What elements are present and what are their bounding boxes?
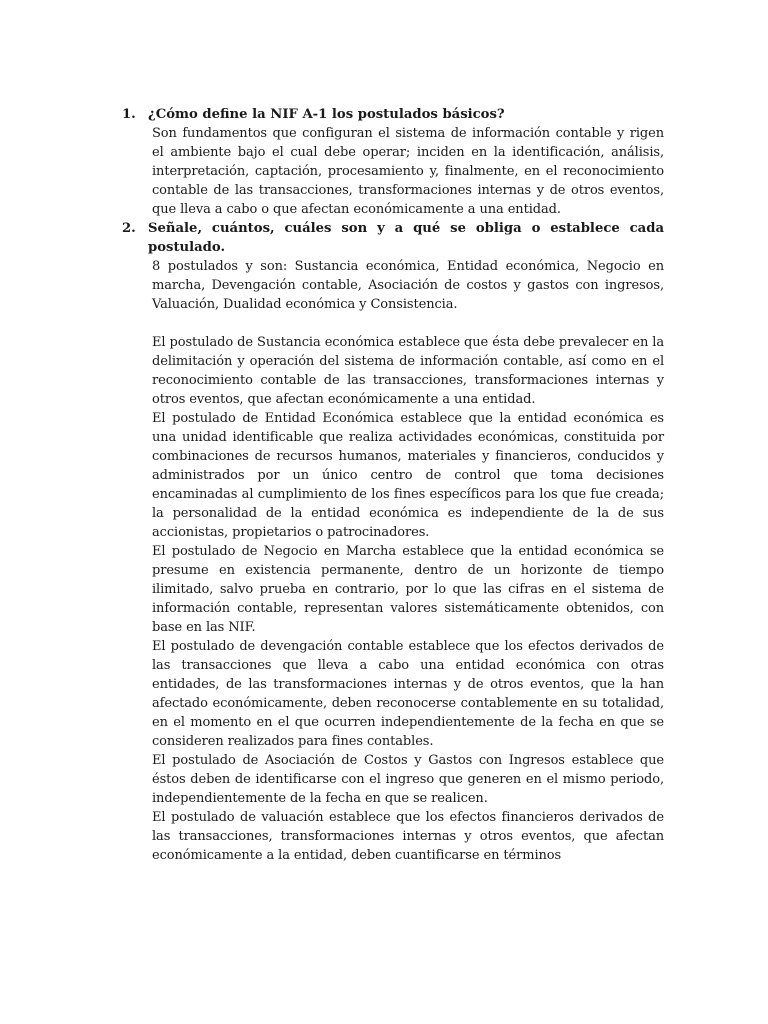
question-2 <box>122 219 664 865</box>
document-body <box>122 105 664 865</box>
postulate-paragraph: El postulado de Sustancia económica establece que ésta debe prevalecer en la delimitación y operación del sistema de información contable, así como en el reconocimiento contable de las transacciones, transformaciones internas y otros eventos, que afectan económicamente a una entidad. <box>152 335 664 407</box>
question-title: ¿Cómo define la NIF A-1 los postulados básicos? <box>148 107 505 122</box>
answer-intro: 8 postulados y son: Sustancia económica, Entidad económica, Negocio en marcha, Devengación contable, Asociación de costos y gastos con ingresos, Valuación, Dualidad económica y Consistencia. <box>152 259 664 312</box>
postulate-paragraph: El postulado de devengación contable establece que los efectos derivados de las transacciones que lleva a cabo una entidad económica con otras entidades, de las transformaciones internas y de otros eventos, que la han afectado económicamente, deben reconocerse contablemente en su totalidad, en el momento en el que ocurren independientemente de la fecha en que se consideren realizados para fines contables. <box>152 639 664 749</box>
postulate-paragraph: El postulado de Entidad Económica establece que la entidad económica es una unidad identificable que realiza actividades económicas, constituida por combinaciones de recursos humanos, materiales y financieros, conducidos y administrados por un único centro de control que toma decisiones encaminadas al cumplimiento de los fines específicos para los que fue creada; la personalidad de la entidad económica es independiente de la de sus accionistas, propietarios o patrocinadores. <box>152 411 664 540</box>
question-1 <box>122 105 664 219</box>
postulate-paragraph: El postulado de Negocio en Marcha establece que la entidad económica se presume en existencia permanente, dentro de un horizonte de tiempo ilimitado, salvo prueba en contrario, por lo que las cifras en el sistema de información contable, representan valores sistemáticamente obtenidos, con base en las NIF. <box>152 544 664 635</box>
question-number: 1. <box>122 107 136 122</box>
postulate-paragraph: El postulado de Asociación de Costos y Gastos con Ingresos establece que éstos deben de identificarse con el ingreso que generen en el mismo periodo, independientemente de la fecha en que se realicen. <box>152 753 664 806</box>
answer-paragraph: Son fundamentos que configuran el sistema de información contable y rigen el ambiente bajo el cual debe operar; inciden en la identificación, análisis, interpretación, captación, procesamiento y, finalmente, en el reconocimiento contable de las transacciones, transformaciones internas y de otros eventos, que lleva a cabo o que afectan económicamente a una entidad. <box>152 126 664 217</box>
postulate-paragraph: El postulado de valuación establece que los efectos financieros derivados de las transacciones, transformaciones internas y otros eventos, que afectan económicamente a la entidad, deben cuantificarse en términos <box>152 810 664 863</box>
question-title: Señale, cuántos, cuáles son y a qué se obliga o establece cada postulado. <box>148 221 664 255</box>
question-number: 2. <box>122 221 136 236</box>
